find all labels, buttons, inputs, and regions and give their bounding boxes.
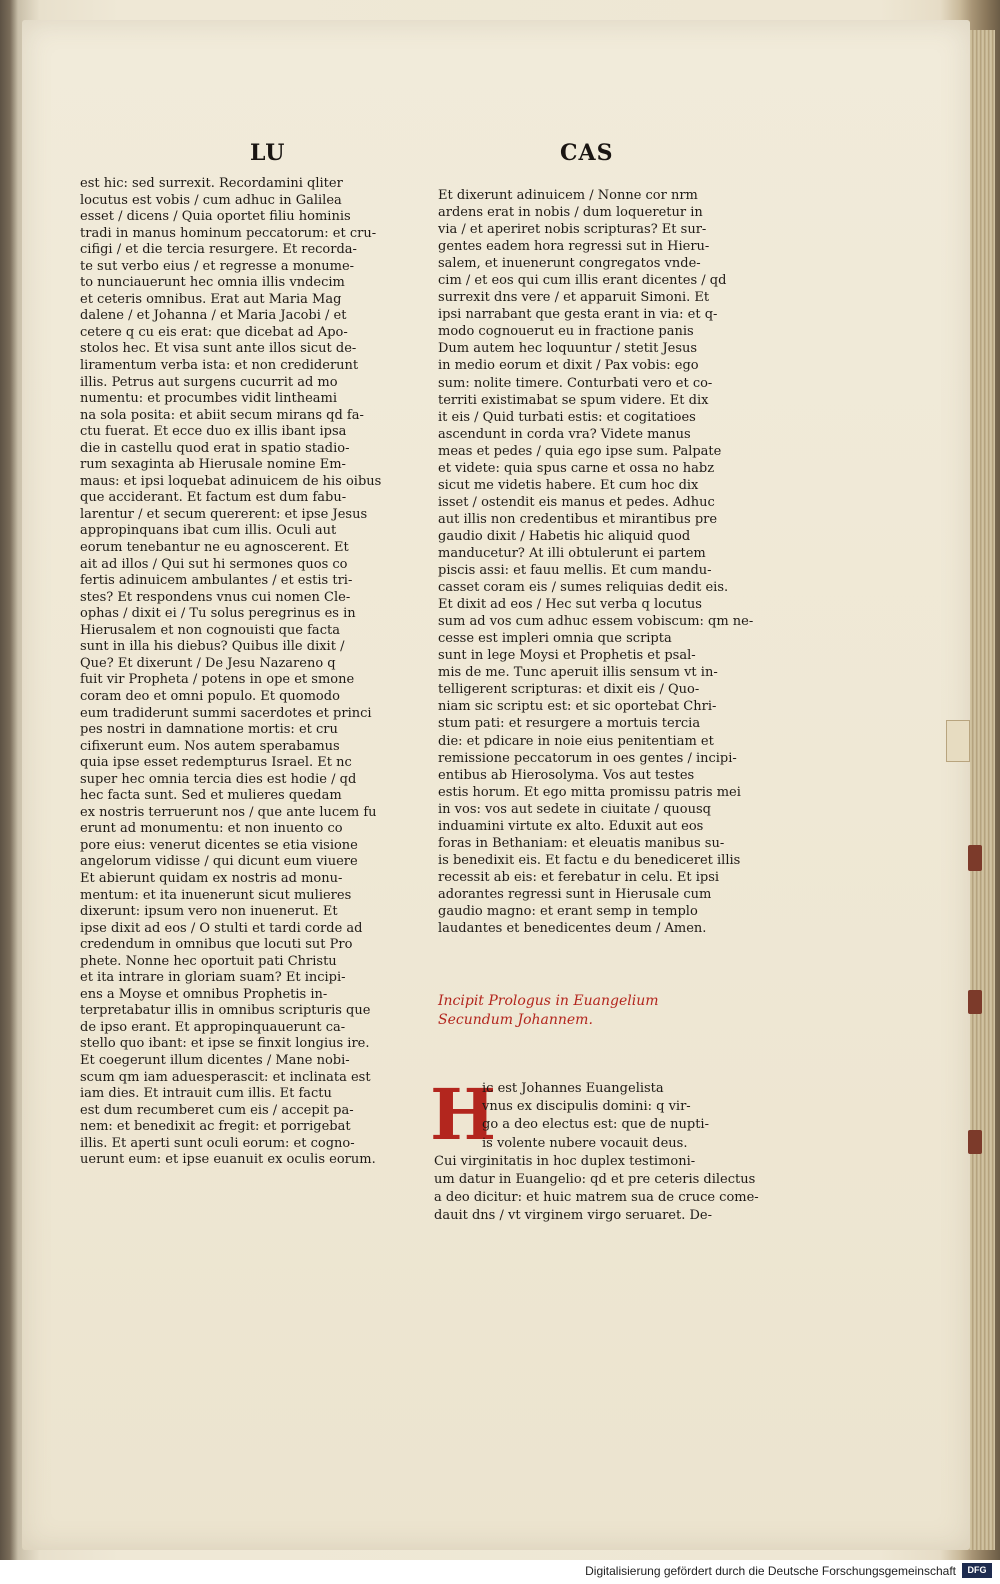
text-line: sunt in lege Moysi et Prophetis et psal- bbox=[438, 648, 696, 664]
text-line: in medio eorum et dixit / Pax vobis: ego bbox=[438, 358, 699, 374]
text-line: Que? Et dixerunt / De Jesu Nazareno q bbox=[80, 655, 336, 671]
text-line: in vos: vos aut sedete in ciuitate / quousq bbox=[438, 801, 711, 817]
text-line: ait ad illos / Qui sut hi sermones quos co bbox=[80, 556, 348, 572]
text-line: rum sexaginta ab Hierusale nomine Em- bbox=[80, 457, 346, 473]
text-line: stum pati: et resurgere a mortuis tercia bbox=[438, 716, 701, 732]
text-line: est dum recumberet cum eis / accepit pa- bbox=[80, 1102, 354, 1118]
text-line: stes? Et respondens vnus cui nomen Cle- bbox=[80, 589, 351, 605]
text-line: et videte: quia spus carne et ossa no habz bbox=[438, 460, 715, 476]
text-line: esset / dicens / Quia oportet filiu hominis bbox=[80, 209, 351, 225]
text-line: sum: nolite timere. Conturbati vero et co- bbox=[438, 375, 713, 391]
text-line: larentur / et secum quererent: et ipse Jesus bbox=[80, 506, 368, 522]
text-line: entibus ab Hierosolyma. Vos aut testes bbox=[438, 767, 695, 783]
text-line: via / et aperiret nobis scripturas? Et sur- bbox=[438, 222, 707, 238]
text-line: recessit ab eis: et ferebatur in celu. Et ipsi bbox=[438, 869, 720, 885]
text-line: terpretabatur illis in omnibus scripturis que bbox=[80, 1003, 371, 1019]
text-line: Dum autem hec loquuntur / stetit Jesus bbox=[438, 341, 698, 357]
text-line: die: et pdicare in noie eius penitentiam et bbox=[438, 733, 714, 749]
text-line: de ipso erant. Et appropinquauerunt ca- bbox=[80, 1019, 346, 1035]
text-line: numentu: et procumbes vidit lintheami bbox=[80, 391, 338, 407]
text-line: dixerunt: ipsum vero non inuenerut. Et bbox=[80, 904, 338, 920]
text-line: meas et pedes / quia ego ipse sum. Palpate bbox=[438, 443, 722, 459]
text-line: manducetur? At illi obtulerunt ei partem bbox=[438, 545, 706, 561]
text-line: fertis adinuicem ambulantes / et estis tri- bbox=[80, 573, 353, 589]
text-line: isset / ostendit eis manus et pedes. Adhuc bbox=[438, 494, 715, 510]
book-tab bbox=[946, 720, 970, 762]
text-line: phete. Nonne hec oportuit pati Christu bbox=[80, 953, 337, 969]
text-line: sunt in illa his diebus? Quibus ille dixit / bbox=[80, 639, 345, 655]
text-line: credendum in omnibus que locuti sut Pro bbox=[80, 937, 353, 953]
right-text-column bbox=[438, 187, 754, 937]
text-line: eum tradiderunt summi sacerdotes et princi bbox=[80, 705, 372, 721]
text-line: ipsi narrabant que gesta erant in via: et q- bbox=[438, 307, 718, 323]
text-line: super hec omnia tercia dies est hodie / qd bbox=[80, 771, 357, 787]
text-line: mentum: et ita inuenerunt sicut mulieres bbox=[80, 887, 352, 903]
text-line: vnus ex discipulis domini: q vir- bbox=[482, 1099, 691, 1115]
page-marker bbox=[968, 990, 982, 1014]
text-line: niam sic scriptu est: et sic oportebat Chri- bbox=[438, 699, 717, 715]
text-line: go a deo electus est: que de nupti- bbox=[482, 1117, 709, 1133]
text-line: appropinquans ibat cum illis. Oculi aut bbox=[80, 523, 337, 539]
text-line: to nunciauerunt hec omnia illis vndecim bbox=[80, 275, 345, 291]
text-line: eorum tenebantur ne eu agnoscerent. Et bbox=[80, 540, 349, 556]
text-line: gaudio dixit / Habetis hic aliquid quod bbox=[438, 528, 691, 544]
text-line: cim / et eos qui cum illis erant dicentes / qd bbox=[438, 273, 727, 289]
text-line: aut illis non credentibus et mirantibus pre bbox=[438, 511, 718, 527]
text-line: angelorum vidisse / qui dicunt eum viuere bbox=[80, 854, 358, 870]
text-line: ex nostris terruerunt nos / que ante lucem fu bbox=[80, 804, 377, 820]
prologue-text bbox=[434, 1080, 759, 1226]
text-line: Cui virginitatis in hoc duplex testimoni- bbox=[434, 1153, 696, 1169]
text-line: is volente nubere vocauit deus. bbox=[482, 1135, 688, 1151]
text-line: foras in Bethaniam: et eleuatis manibus su- bbox=[438, 835, 725, 851]
text-line: remissione peccatorum in oes gentes / incipi- bbox=[438, 750, 737, 766]
page-marker bbox=[968, 1130, 982, 1154]
text-line: et ita intrare in gloriam suam? Et incipi- bbox=[80, 970, 346, 986]
text-line: telligerent scripturas: et dixit eis / Quo- bbox=[438, 682, 700, 698]
text-line: dauit dns / vt virginem virgo seruaret. De- bbox=[434, 1208, 712, 1224]
text-line: ctu fuerat. Et ecce duo ex illis ibant ipsa bbox=[80, 424, 347, 440]
text-line: gaudio magno: et erant semp in templo bbox=[438, 903, 698, 919]
text-line: sum ad vos cum adhuc essem vobiscum: qm ne- bbox=[438, 614, 754, 630]
text-line: scum qm iam aduesperascit: et inclinata est bbox=[80, 1069, 371, 1085]
text-line: gentes eadem hora regressi sut in Hieru- bbox=[438, 239, 710, 255]
text-line: Et dixit ad eos / Hec sut verba q locutus bbox=[438, 597, 702, 613]
text-line: iam dies. Et intrauit cum illis. Et factu bbox=[80, 1086, 332, 1102]
text-line: piscis assi: et fauu mellis. Et cum mandu- bbox=[438, 563, 712, 579]
text-line: Et coegerunt illum dicentes / Mane nobi- bbox=[80, 1052, 350, 1068]
text-line: illis. Petrus aut surgens cucurrit ad mo bbox=[80, 374, 338, 390]
text-line: ardens erat in nobis / dum loqueretur in bbox=[438, 205, 703, 221]
text-line: is benedixit eis. Et factu e du benediceret illis bbox=[438, 852, 741, 868]
text-line: mis de me. Tunc aperuit illis sensum vt in- bbox=[438, 665, 718, 681]
text-line: die in castellu quod erat in spatio stadio- bbox=[80, 440, 350, 456]
text-line: ic est Johannes Euangelista bbox=[482, 1081, 664, 1096]
rubric-heading bbox=[438, 992, 658, 1030]
running-head-right: CAS bbox=[560, 140, 614, 166]
text-line: Et abierunt quidam ex nostris ad monu- bbox=[80, 870, 343, 886]
text-line: surrexit dns vere / et apparuit Simoni. Et bbox=[438, 290, 710, 306]
rubric-line: Secundum Johannem. bbox=[438, 1012, 593, 1028]
text-line: locutus est vobis / cum adhuc in Galilea bbox=[80, 192, 342, 208]
text-line: et ceteris omnibus. Erat aut Maria Mag bbox=[80, 291, 342, 307]
text-line: quia ipse esset redempturus Israel. Et nc bbox=[80, 755, 352, 771]
left-text-column bbox=[80, 176, 380, 1169]
text-line: laudantes et benedicentes deum / Amen. bbox=[438, 921, 707, 937]
digitization-credit: Digitalisierung gefördert durch die Deutsche Forschungsgemeinschaft bbox=[585, 1564, 956, 1578]
text-line: maus: et ipsi loquebat adinuicem de his oibus bbox=[80, 473, 382, 489]
decorated-initial: H bbox=[430, 1073, 497, 1156]
text-line: Et dixerunt adinuicem / Nonne cor nrm bbox=[438, 188, 698, 203]
text-line: um datur in Euangelio: qd et pre ceteris dilectus bbox=[434, 1171, 756, 1187]
text-line: illis. Et aperti sunt oculi eorum: et cogno- bbox=[80, 1135, 355, 1151]
text-line: hec facta sunt. Sed et mulieres quedam bbox=[80, 788, 342, 804]
text-line: pore eius: venerut dicentes se etia visione bbox=[80, 837, 358, 853]
page-marker bbox=[968, 845, 982, 871]
dfg-logo: DFG bbox=[962, 1563, 992, 1578]
text-line: na sola posita: et abiit secum mirans qd fa- bbox=[80, 407, 364, 423]
running-head-left: LU bbox=[250, 140, 286, 166]
text-line: stolos hec. Et visa sunt ante illos sicut de- bbox=[80, 341, 357, 357]
text-line: territi existimabat se spum videre. Et dix bbox=[438, 392, 709, 408]
text-line: que acciderant. Et factum est dum fabu- bbox=[80, 490, 347, 506]
text-line: Hierusalem et non cognouisti que facta bbox=[80, 622, 340, 638]
text-line: te sut verbo eius / et regresse a monume- bbox=[80, 258, 355, 274]
text-line: cetere q cu eis erat: que dicebat ad Apo- bbox=[80, 324, 348, 340]
text-line: cesse est impleri omnia que scripta bbox=[438, 631, 672, 647]
text-line: liramentum verba ista: et non crediderunt bbox=[80, 358, 359, 374]
rubric-line: Incipit Prologus in Euangelium bbox=[438, 993, 659, 1009]
text-line: erunt ad monumentu: et non inuento co bbox=[80, 821, 343, 837]
text-line: sicut me videtis habere. Et cum hoc dix bbox=[438, 477, 699, 493]
text-line: adorantes regressi sunt in Hierusale cum bbox=[438, 886, 712, 902]
text-line: dalene / et Johanna / et Maria Jacobi / et bbox=[80, 308, 347, 324]
text-line: estis horum. Et ego mitta promissu patris mei bbox=[438, 784, 741, 800]
text-line: casset coram eis / sumes reliquias dedit eis. bbox=[438, 580, 729, 596]
text-line: cifigi / et die tercia resurgere. Et recorda- bbox=[80, 242, 357, 258]
text-line: ens a Moyse et omnibus Prophetis in- bbox=[80, 986, 328, 1002]
text-line: pes nostri in damnatione mortis: et cru bbox=[80, 722, 338, 738]
text-line: tradi in manus hominum peccatorum: et cru- bbox=[80, 225, 377, 241]
text-line: coram deo et omni populo. Et quomodo bbox=[80, 688, 340, 704]
text-line: stello quo ibant: et ipse se finxit longius ire. bbox=[80, 1036, 370, 1052]
text-line: modo cognouerut eu in fractione panis bbox=[438, 324, 694, 340]
text-line: ophas / dixit ei / Tu solus peregrinus es in bbox=[80, 606, 356, 622]
text-line: salem, et inuenerunt congregatos vnde- bbox=[438, 256, 701, 272]
text-line: ascendunt in corda vra? Videte manus bbox=[438, 426, 691, 442]
text-line: est hic: sed surrexit. Recordamini qliter bbox=[80, 176, 343, 191]
text-line: fuit vir Propheta / potens in ope et smone bbox=[80, 672, 355, 688]
text-line: nem: et benedixit ac fregit: et porrigebat bbox=[80, 1119, 351, 1135]
text-line: cifixerunt eum. Nos autem sperabamus bbox=[80, 738, 340, 754]
text-line: a deo dicitur: et huic matrem sua de cruce come- bbox=[434, 1190, 759, 1206]
text-line: ipse dixit ad eos / O stulti et tardi corde ad bbox=[80, 920, 363, 936]
text-line: induamini virtute ex alto. Eduxit aut eos bbox=[438, 818, 704, 834]
text-line: uerunt eum: et ipse euanuit ex oculis eorum. bbox=[80, 1152, 376, 1168]
text-line: it eis / Quid turbati estis: et cogitatioes bbox=[438, 409, 696, 425]
